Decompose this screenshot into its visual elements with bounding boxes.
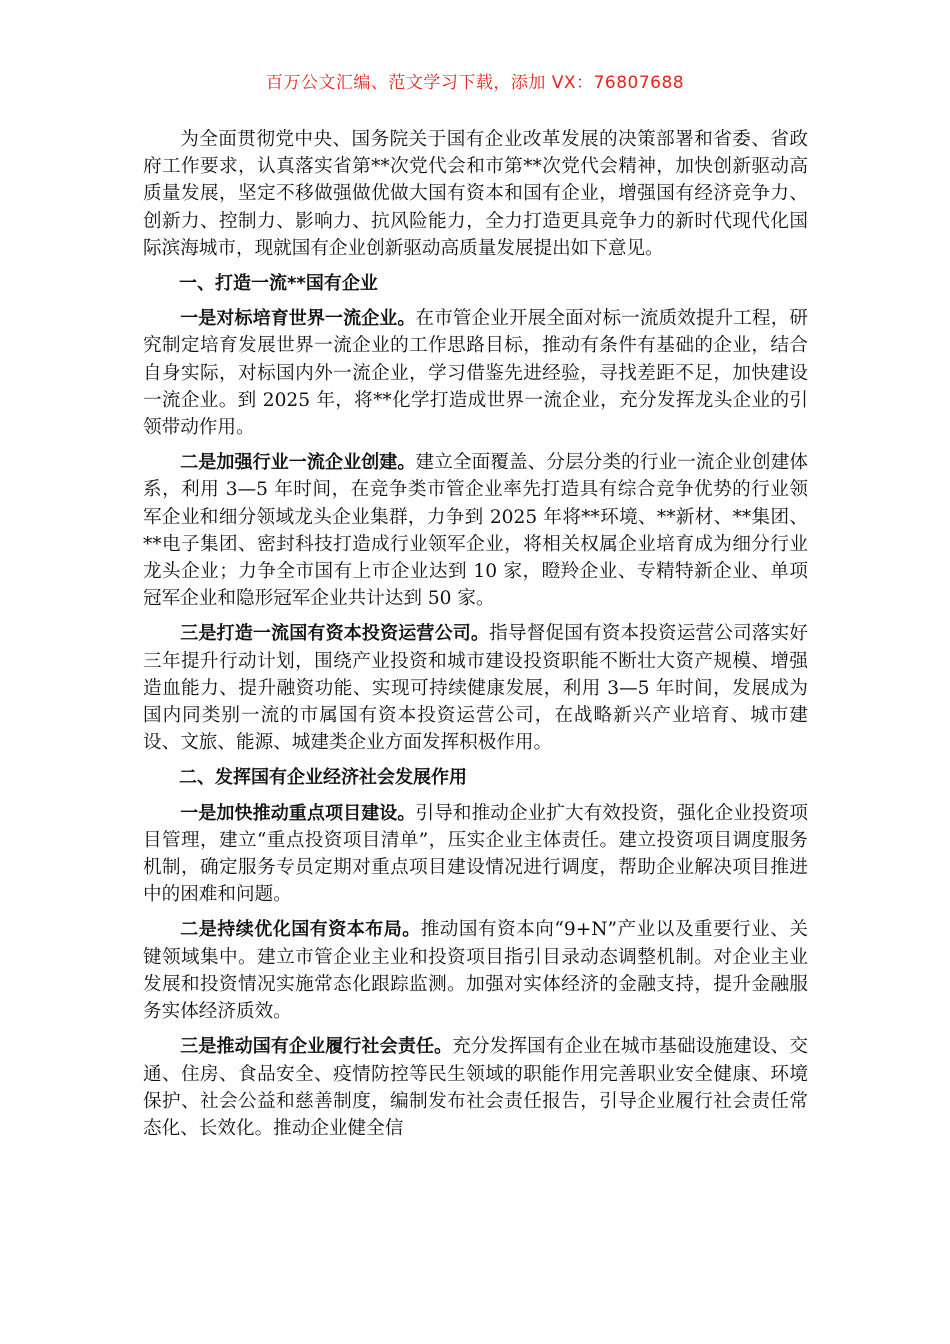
paragraph-text: 在市管企业开展全面对标一流质效提升工程，研究制定培育发展世界一流企业的工作思路目标，推动有条件有基础的企业，结合自身实际，对标国内外一流企业，学习借鉴先进经验，寻找差距不足，加快建设一流企业。到 2025 年，将**化学打造成世界一流企业，充分发挥龙头企业的引领带动作用。 bbox=[143, 308, 808, 439]
paragraph-lead: 一是加快推动重点项目建设。 bbox=[180, 802, 416, 824]
paragraph-text: 指导督促国有资本投资运营公司落实好三年提升行动计划，围绕产业投资和城市建设投资职能不断壮大资产规模、增强造血能力、提升融资功能、实现可持续健康发展，利用 3—5 年时间，发展成为国内同类别一流的市属国有资本投资运营公司，在战略新兴产业培育、城市建设、文旅、能源、城建类企业方面发挥积极作用。 bbox=[143, 623, 808, 754]
paragraph-lead: 二是加强行业一流企业创建。 bbox=[180, 452, 416, 474]
paragraph-text: 充分发挥国有企业在城市基础设施建设、交通、住房、食品安全、疫情防控等民生领域的职能作用完善职业安全健康、环境保护、社会公益和慈善制度，编制发布社会责任报告，引导企业履行社会责任常态化、长效化。推动企业健全信 bbox=[143, 1036, 808, 1139]
paragraph-lead: 一是对标培育世界一流企业。 bbox=[180, 308, 416, 330]
intro-paragraph: 为全面贯彻党中央、国务院关于国有企业改革发展的决策部署和省委、省政府工作要求，认真落实省第**次党代会和市第**次党代会精神，加快创新驱动高质量发展，坚定不移做强做优做大国有资本和国有企业，增强国有经济竞争力、创新力、控制力、影响力、抗风险能力，全力打造更具竞争力的新时代现代化国际滨海城市，现就国有企业创新驱动高质量发展提出如下意见。 bbox=[143, 129, 808, 259]
paragraph-lead: 二是持续优化国有资本布局。 bbox=[180, 919, 421, 941]
body-paragraph bbox=[143, 916, 808, 1025]
paragraph-text: 引导和推动企业扩大有效投资，强化企业投资项目管理，建立“重点投资项目清单”，压实企业主体责任。建立投资项目调度服务机制，确定服务专员定期对重点项目建设情况进行调度，帮助企业解决项目推进中的困难和问题。 bbox=[143, 802, 808, 906]
body-paragraph bbox=[143, 305, 808, 441]
body-paragraph bbox=[143, 800, 808, 909]
paragraph-text: 建立全面覆盖、分层分类的行业一流企业创建体系，利用 3—5 年时间，在竞争类市管企业率先打造具有综合竞争优势的行业领军企业和细分领域龙头企业集群，力争到 2025 年将**环境、**新材、**集团、**电子集团、密封科技打造成行业领军企业，将相关权属企业培育成为细分行业龙头企业；力争全市国有上市企业达到 10 家，瞪羚企业、专精特新企业、单项冠军企业和隐形冠军企业共计达到 50 家。 bbox=[143, 452, 808, 610]
paragraph-lead: 三是推动国有企业履行社会责任。 bbox=[180, 1036, 453, 1058]
paragraph-text: 推动国有资本向“9+N”产业以及重要行业、关键领域集中。建立市管企业主业和投资项目指引目录动态调整机制。对企业主业发展和投资情况实施常态化跟踪监测。加强对实体经济的金融支持，提升金融服务实体经济质效。 bbox=[143, 919, 808, 1023]
paragraph-lead: 三是打造一流国有资本投资运营公司。 bbox=[180, 623, 490, 645]
body-paragraph bbox=[143, 449, 808, 612]
document-body bbox=[143, 126, 808, 1142]
section-heading: 一、打造一流**国有企业 bbox=[179, 273, 378, 295]
watermark-header: 百万公文汇编、范文学习下载，添加 VX：76807688 bbox=[265, 73, 685, 93]
body-paragraph bbox=[143, 620, 808, 756]
body-paragraph bbox=[143, 1033, 808, 1142]
section-heading: 二、发挥国有企业经济社会发展作用 bbox=[179, 767, 467, 789]
